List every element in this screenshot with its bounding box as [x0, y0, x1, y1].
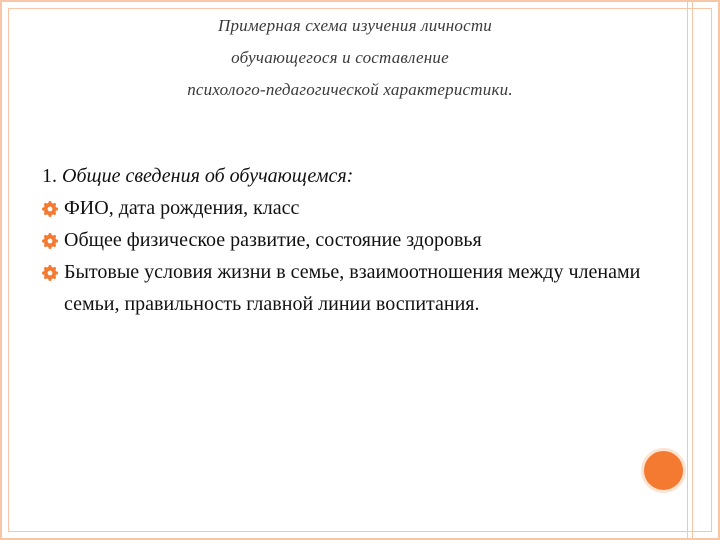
slide-content: [42, 160, 642, 320]
decorative-circle: [641, 448, 686, 493]
title-line-1: Примерная схема изучения личности: [217, 16, 493, 35]
list-item-text: ФИО, дата рождения, класс: [64, 197, 300, 219]
section-heading-text: Общие сведения об обучающемся:: [62, 165, 354, 187]
frame-right-line: [687, 0, 688, 540]
slide-title: [60, 10, 620, 106]
gear-flower-icon: [42, 265, 58, 281]
section-number: 1.: [42, 165, 57, 187]
frame-right-line-2: [692, 0, 693, 540]
list-item-text: Бытовые условия жизни в семье, взаимоотношения между членами семьи, правильность главной линии воспитания.: [64, 261, 641, 315]
section-heading: [42, 160, 642, 192]
title-line-2: обучающегося и составление: [231, 48, 449, 67]
list-item: [42, 224, 642, 256]
list-item: [42, 192, 642, 224]
gear-flower-icon: [42, 201, 58, 217]
title-line-3: психолого-педагогической характеристики.: [187, 80, 513, 99]
gear-flower-icon: [42, 233, 58, 249]
list-item: [42, 256, 642, 320]
list-item-text: Общее физическое развитие, состояние здоровья: [64, 229, 482, 251]
